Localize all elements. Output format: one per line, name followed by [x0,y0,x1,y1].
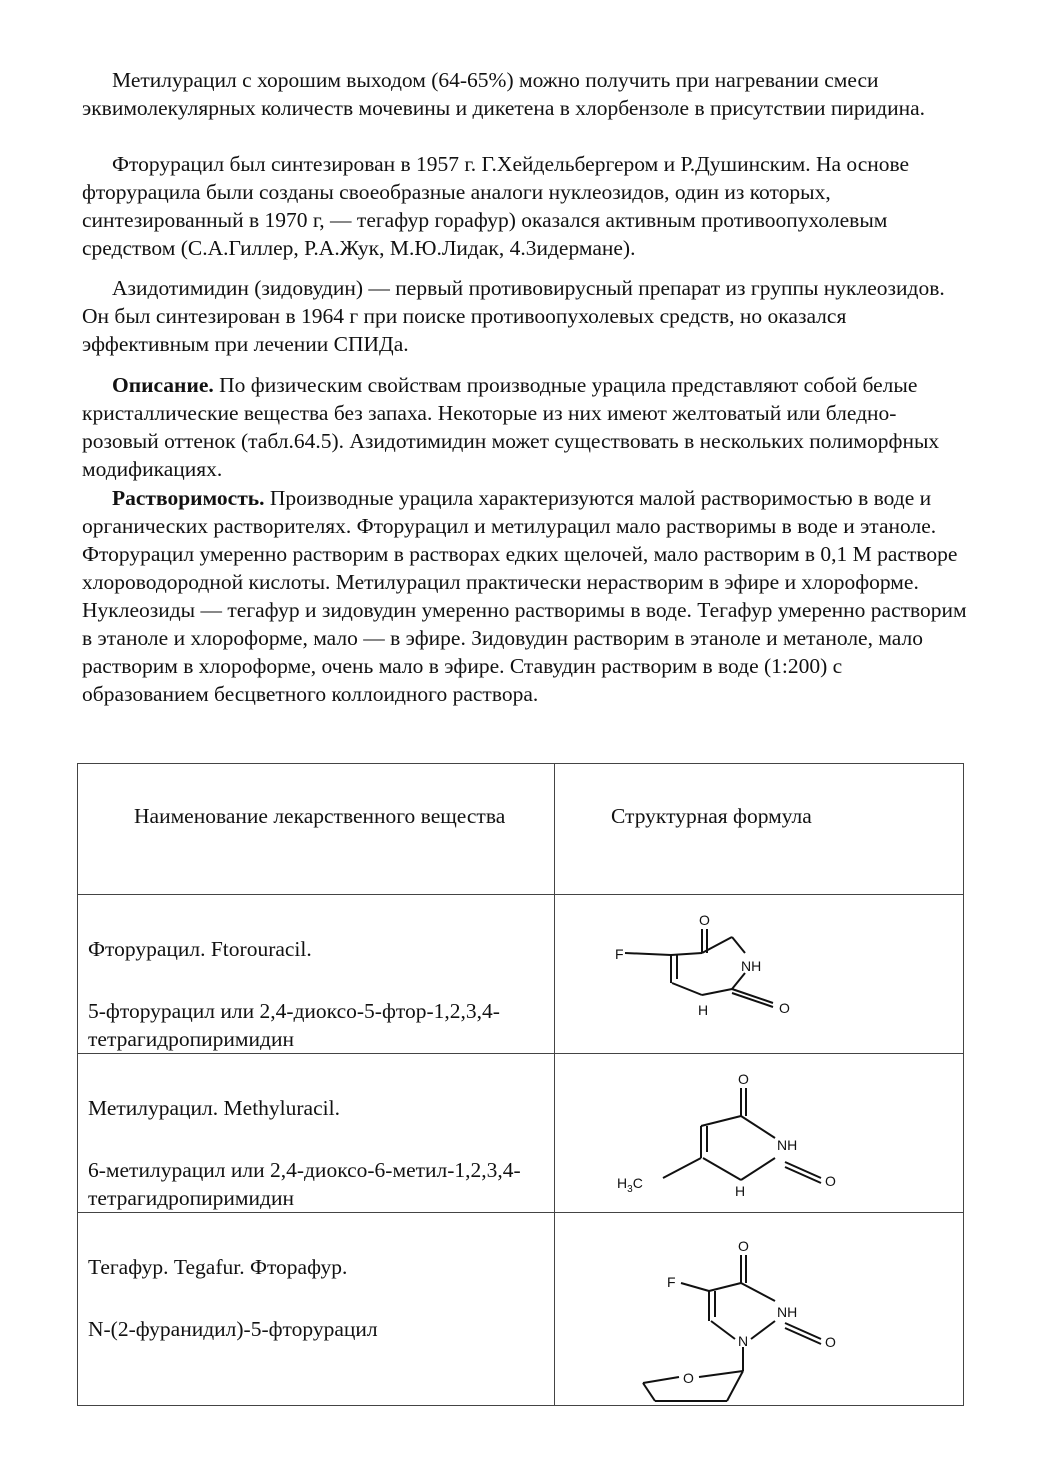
oxygen-label: O [825,1173,836,1189]
oxygen-label: O [779,1000,790,1016]
paragraph-body: Производные урацила характеризуются малой растворимостью в воде и органических растворителях. Фторурацил и метилурацил мало растворимы в воде и этаноле. Фторурацил умеренно растворим в растворах едких щелочей, мало растворим в 0,1 М растворе хлороводородной кислоты. Метилурацил практически нерастворим в эфире и хлороформе. Нуклеозиды — тегафур и зидовудин умеренно растворимы в воде. Тегафур умеренно растворим в этаноле и хлороформе, мало — в эфире. Зидовудин растворим в этаноле и метаноле, мало растворим в хлороформе, очень мало в эфире. Ставудин растворим в воде (1:200) с образованием бесцветного коллоидного раствора. [82,486,967,706]
nh-label: NH [777,1137,798,1153]
substance-name: Фторурацил. Ftorouracil. [88,937,312,961]
nh-h-label: H [698,1002,709,1018]
paragraph-solubility [82,484,972,708]
tegafur-structure [555,1213,995,1405]
table-row [78,895,964,1054]
substance-name-cell [78,1213,555,1406]
methyl-label [617,1175,643,1195]
substances-table [77,763,964,1406]
header-formula-cell: Структурная формула [555,764,964,895]
fluorouracil-structure [555,895,995,1053]
substance-systematic-name: N-(2-фуранидил)-5-фторурацил [88,1317,378,1341]
fluorine-label: F [667,1274,676,1290]
structural-formula-cell [555,895,964,1054]
paragraph-heading: Описание. [112,373,214,397]
paragraph-text [82,371,972,483]
paragraph-body: По физическим свойствам производные урацила представляют собой белые кристаллические вещества без запаха. Некоторые из них имеют желтоватый или бледно-розовый оттенок (табл.64.5). Азидотимидин может существовать в нескольких полиморфных модификациях. [82,373,940,481]
nh-label: NH [777,1304,798,1320]
table-header-row [78,764,964,895]
methyluracil-structure [555,1054,995,1212]
header-name-cell: Наименование лекарственного вещества [78,764,555,895]
paragraph-text [82,484,972,708]
substance-systematic-name: 5-фторурацил или 2,4-диоксо-5-фтор-1,2,3,4-тетрагидропиримидин [88,999,500,1051]
paragraph-methyluracil-synthesis [82,66,972,122]
substance-systematic-name: 6-метилурацил или 2,4-диоксо-6-метил-1,2,3,4-тетрагидропиримидин [88,1158,521,1210]
paragraph-heading: Растворимость. [112,486,265,510]
nh-label: NH [741,958,762,974]
paragraph-description [82,371,972,483]
substance-name: Метилурацил. Methyluracil. [88,1096,340,1120]
oxygen-label: O [738,1071,749,1087]
nitrogen-label: N [738,1333,749,1349]
substance-name: Тегафур. Tegafur. Фторафур. [88,1255,348,1279]
paragraph-text: Азидотимидин (зидовудин) — первый противовирусный препарат из группы нуклеозидов. Он был синтезирован в 1964 г при поиске противоопухолевых средств, но оказался эффективным при лечении СПИДа. [82,276,945,356]
paragraph-text: Метилурацил с хорошим выходом (64-65%) можно получить при нагревании смеси эквимолекулярных количеств мочевины и дикетена в хлорбензоле в присутствии пиридина. [82,68,926,120]
paragraph-azidothymidine [82,274,972,358]
substance-name-cell [78,895,555,1054]
structural-formula-cell [555,1213,964,1406]
table-row [78,1213,964,1406]
nh-h-label: H [735,1183,746,1199]
oxygen-label: O [699,912,710,928]
oxygen-label: O [738,1238,749,1254]
fluorine-label: F [615,946,624,962]
ring-oxygen-label: O [683,1370,694,1386]
methyl-h: H [617,1175,628,1191]
methyl-c: C [632,1175,643,1191]
substance-name-cell [78,1054,555,1213]
structural-formula-cell [555,1054,964,1213]
methyl-subscript: 3 [627,1184,633,1195]
paragraph-fluorouracil-history [82,150,972,262]
table-row [78,1054,964,1213]
paragraph-text: Фторурацил был синтезирован в 1957 г. Г.Хейдельбергером и Р.Душинским. На основе фторурацила были созданы своеобразные аналоги нуклеозидов, один из которых, синтезированный в 1970 г, — тегафур горафур) оказался активным противоопухолевым средством (С.А.Гиллер, Р.А.Жук, М.Ю.Лидак, 4.3идермане). [82,152,910,260]
oxygen-label: O [825,1334,836,1350]
